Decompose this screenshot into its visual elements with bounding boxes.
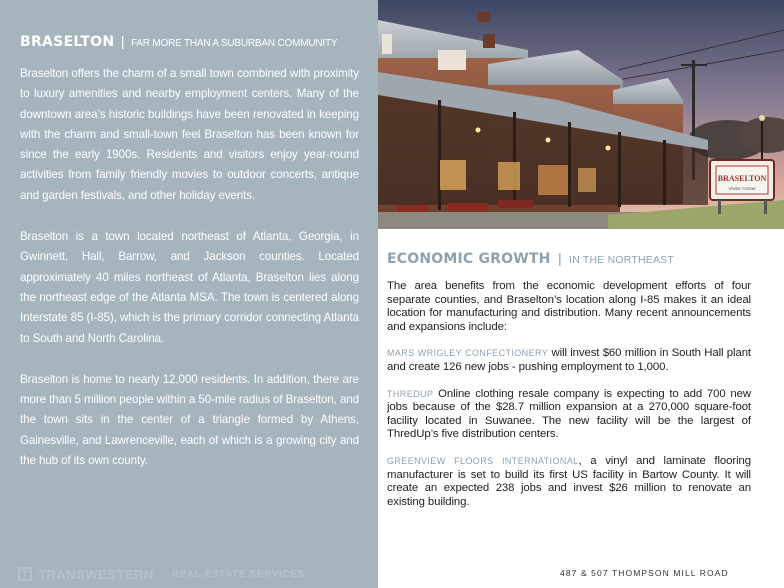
town-tagline: FAR MORE THAN A SUBURBAN COMMUNITY	[130, 38, 338, 49]
population-paragraph: Braselton is home to nearly 12,000 residents. In addition, there are more than 5 million people within a 50-mile radius of Braselton, and the town sits in the center of a triangle formed by Athens, Gainesville, and Lawrenceville, each of which is a growing city and the hub of its own county.	[20, 372, 359, 468]
company-name: GREENVIEW FLOORS INTERNATIONAL	[387, 455, 579, 466]
company-name: THREDUP	[387, 388, 434, 399]
economic-title: ECONOMIC GROWTH	[387, 251, 551, 267]
sign-title: BRASELTON	[717, 174, 767, 183]
announcement-item	[387, 455, 751, 509]
logo-name: TRANSWESTERN	[38, 566, 154, 582]
economic-heading	[387, 250, 751, 268]
company-name: MARS WRIGLEY CONFECTIONERY	[387, 348, 549, 359]
transwestern-logo-icon: T	[18, 567, 32, 581]
intro-paragraph: Braselton offers the charm of a small town combined with proximity to luxury amenities and nearby employment centers. Many of the downtown area’s historic buildings have been renovated in keeping with the charm and small-town feel Braselton has been known for since the early 1900s. Residents and visitors enjoy year-round activities from family friendly movies to outdoor concerts, antique and garden festivals, and other holiday events.	[20, 67, 359, 202]
sign-subtitle: Visitor Center	[728, 186, 756, 191]
photo-illustration	[378, 0, 784, 229]
left-heading	[20, 33, 370, 51]
economic-intro: The area benefits from the economic development efforts of four separate counties, and Braselton’s location along I-85 makes it an ideal location for manufacturing and distribution. Many recent announcements and expansions include:	[387, 280, 751, 333]
heading-separator: |	[120, 33, 125, 49]
economic-growth-section	[387, 250, 751, 522]
announcement-text: will invest $60 million in South Hall plant and create 126 new jobs - pushing employment to 1,000.	[387, 347, 751, 373]
economic-separator: |	[557, 250, 562, 266]
braselton-photo	[378, 0, 784, 229]
announcement-text: Online clothing resale company is expecting to add 700 new jobs because of the $28.7 million expansion at a 270,000 square-foot facility located in Suwanee. The new facility will be the largest of ThredUp’s five distribution centers.	[387, 387, 751, 441]
announcement-text: , a vinyl and laminate flooring manufacturer is set to build its first US facility in Bartow County. It will create an expected 238 jobs and invest $26 million to renovate an existing building.	[387, 454, 751, 508]
property-address: 487 & 507 THOMPSON MILL ROAD	[560, 568, 729, 578]
left-panel	[0, 0, 378, 588]
left-body	[20, 64, 359, 492]
logo-subtitle: REAL ESTATE SERVICES	[171, 568, 305, 580]
town-title: BRASELTON	[20, 34, 115, 50]
announcement-item	[387, 347, 751, 374]
transwestern-logo	[18, 564, 305, 584]
announcement-item	[387, 388, 751, 442]
location-paragraph: Braselton is a town located northeast of Atlanta, Georgia, in Gwinnett, Hall, Barrow, and Jackson counties. Located approximately 40 miles northeast of Atlanta, Braselton lies along the northeast edge of the Atlanta MSA. The town is centered along Interstate 85 (I-85), which is the primary corridor connecting Atlanta to South and North Carolina.	[20, 230, 359, 345]
economic-subtitle: IN THE NORTHEAST	[569, 254, 674, 266]
